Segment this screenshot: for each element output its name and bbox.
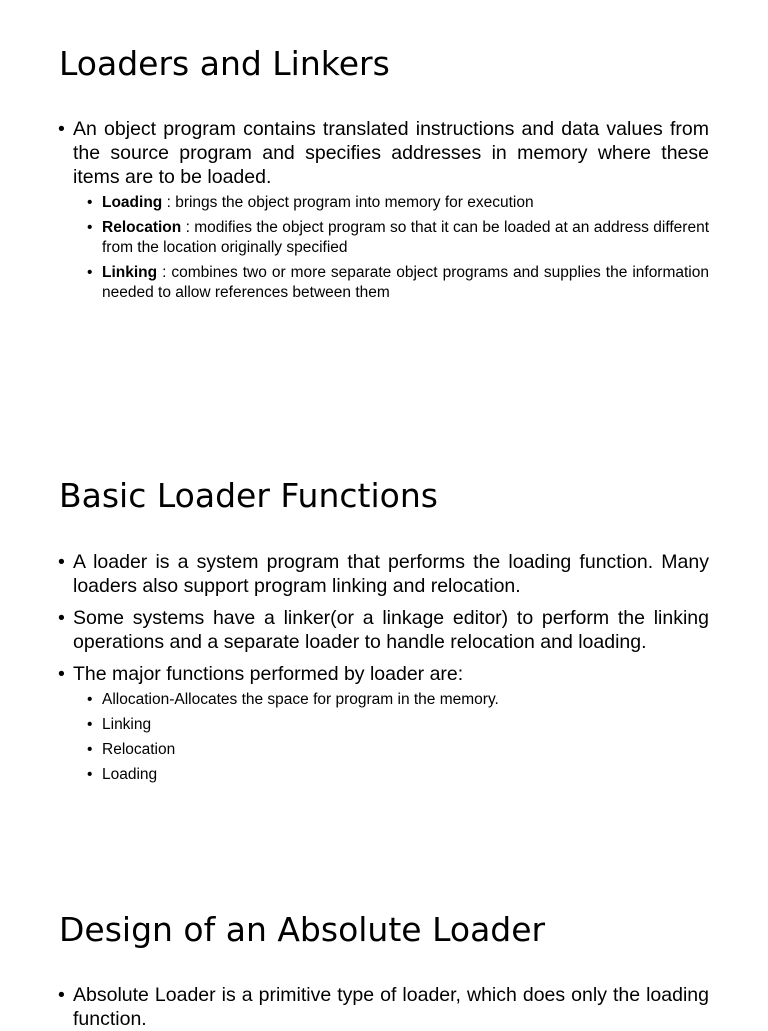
sub-bullet-item bbox=[102, 690, 709, 710]
sub-bullet-text: Linking bbox=[102, 716, 152, 733]
sub-bullet-list bbox=[0, 690, 709, 785]
bullet-list bbox=[0, 117, 709, 303]
term-definition: : combines two or more separate object programs and supplies the information needed to allow references between them bbox=[102, 264, 709, 301]
bullet-text: A loader is a system program that performs the loading function. Many loaders also support program linking and relocation. bbox=[73, 551, 709, 597]
slide-title: Basic Loader Functions bbox=[59, 476, 438, 515]
sub-bullet-text: Loading bbox=[102, 766, 158, 783]
sub-bullet-item bbox=[102, 263, 709, 303]
sub-bullet-text: Relocation bbox=[102, 741, 176, 758]
bullet-text: The major functions performed by loader are: bbox=[73, 663, 464, 685]
bullet-item bbox=[73, 117, 709, 303]
bullet-item bbox=[73, 606, 709, 654]
sub-bullet-item bbox=[102, 740, 709, 760]
slide-title: Design of an Absolute Loader bbox=[59, 910, 546, 949]
term-label: Loading bbox=[102, 194, 163, 211]
bullet-list bbox=[0, 550, 709, 785]
bullet-text: Some systems have a linker(or a linkage editor) to perform the linking operations and a separate loader to handle relocation and loading. bbox=[73, 607, 709, 653]
sub-bullet-list bbox=[0, 193, 709, 303]
term-label: Linking bbox=[102, 264, 158, 281]
term-definition: : modifies the object program so that it can be loaded at an address different from the location originally specified bbox=[102, 219, 709, 256]
bullet-item bbox=[73, 550, 709, 598]
bullet-text: Absolute Loader is a primitive type of loader, which does only the loading function. bbox=[73, 984, 709, 1030]
bullet-text: An object program contains translated instructions and data values from the source program and specifies addresses in memory where these items are to be loaded. bbox=[73, 118, 709, 188]
sub-bullet-text: Allocation-Allocates the space for program in the memory. bbox=[102, 691, 499, 708]
sub-bullet-item bbox=[102, 193, 709, 213]
bullet-item bbox=[73, 662, 709, 785]
sub-bullet-item bbox=[102, 218, 709, 258]
sub-bullet-item bbox=[102, 765, 709, 785]
term-definition: : brings the object program into memory for execution bbox=[162, 194, 534, 211]
slide-title: Loaders and Linkers bbox=[59, 44, 390, 83]
sub-bullet-item bbox=[102, 715, 709, 735]
term-label: Relocation bbox=[102, 219, 182, 236]
